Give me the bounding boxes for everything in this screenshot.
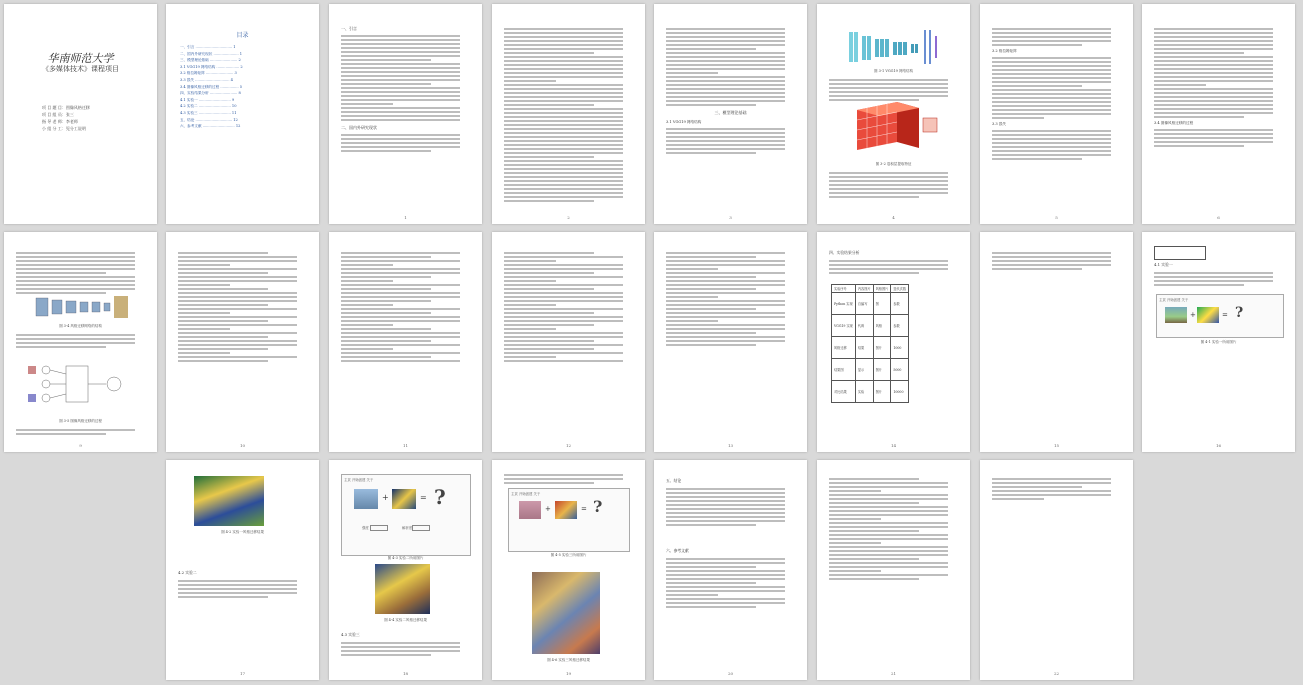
page-cover[interactable] bbox=[4, 4, 157, 224]
page-number: 14 bbox=[890, 443, 897, 448]
page-number: 5 bbox=[1055, 215, 1058, 220]
app-ui-screenshot bbox=[341, 474, 471, 556]
cover-info-line: 指 导 老 师：李老师 bbox=[42, 119, 78, 124]
table-header: 实验序号 bbox=[832, 285, 856, 293]
resolution-label: 解析度 bbox=[402, 526, 413, 530]
page-number: 22 bbox=[1053, 671, 1060, 676]
strength-input[interactable] bbox=[370, 525, 388, 531]
page-10[interactable] bbox=[166, 232, 319, 452]
page-number: 15 bbox=[1053, 443, 1060, 448]
section-heading: 二、国内外研究现状 bbox=[341, 125, 377, 130]
page-number: 2 bbox=[567, 215, 570, 220]
vgg19-diagram bbox=[847, 26, 942, 66]
table-cell: 参数 bbox=[891, 315, 909, 337]
page-9[interactable] bbox=[4, 232, 157, 452]
page-number: 21 bbox=[890, 671, 897, 676]
page-7[interactable] bbox=[980, 4, 1133, 224]
page-17[interactable] bbox=[166, 460, 319, 680]
table-cell: 图片 bbox=[873, 359, 891, 381]
app-ui-screenshot bbox=[508, 488, 630, 552]
question-icon: ? bbox=[434, 485, 446, 509]
subsection-heading: 3.3 损失 bbox=[992, 122, 1007, 126]
table-row bbox=[832, 293, 909, 315]
page-5[interactable] bbox=[654, 4, 807, 224]
page-20[interactable] bbox=[654, 460, 807, 680]
content-image bbox=[519, 501, 541, 519]
table-row bbox=[832, 315, 909, 337]
toc-item[interactable]: 4.3 实验三 ............................ 11 bbox=[180, 110, 237, 115]
content-image bbox=[1165, 307, 1187, 323]
toc-item[interactable]: 六、参考文献 ............................ 12 bbox=[180, 124, 241, 129]
table-cell: 风格迁移 bbox=[832, 337, 856, 359]
page-22[interactable] bbox=[980, 460, 1133, 680]
figure-caption: 图 3-5 图像风格迁移的过程 bbox=[59, 419, 102, 423]
cover-university: 华南师范大学 bbox=[47, 52, 114, 65]
app-ui-screenshot bbox=[1156, 294, 1284, 338]
figure-caption: 图 3-4 风格迁移网络的结构 bbox=[59, 324, 102, 328]
toc-item[interactable]: 3.4 图像风格迁移的过程 ................ 5 bbox=[180, 84, 243, 89]
style-image bbox=[555, 501, 577, 519]
page-12[interactable] bbox=[492, 232, 645, 452]
table-cell: 实验 bbox=[855, 381, 873, 403]
table-cell: 代码 bbox=[855, 315, 873, 337]
page-number: 6 bbox=[1217, 215, 1220, 220]
page-number: 13 bbox=[727, 443, 734, 448]
toc-item[interactable]: 三、模型理论基础 ........................ 2 bbox=[180, 58, 241, 63]
toc-item[interactable]: 二、国内外研究现状 ...................... 1 bbox=[180, 51, 243, 56]
toc-item[interactable]: 4.1 实验一 ............................ 9 bbox=[180, 97, 235, 102]
table-cell: 10000 bbox=[891, 381, 909, 403]
conv-feature-diagram bbox=[847, 98, 942, 158]
page-toc[interactable] bbox=[166, 4, 319, 224]
page-11[interactable] bbox=[329, 232, 482, 452]
page-15[interactable] bbox=[980, 232, 1133, 452]
table-cell: VGG19 实现 bbox=[832, 315, 856, 337]
subsection-heading: 3.1 VGG19 网络结构 bbox=[666, 120, 702, 124]
page-number: 9 bbox=[79, 443, 82, 448]
figure-caption: 图 4-4 实验二风格迁移结果 bbox=[384, 618, 427, 622]
page-4[interactable] bbox=[492, 4, 645, 224]
table-cell: 对比结果 bbox=[832, 381, 856, 403]
table-row bbox=[832, 337, 909, 359]
question-icon: ? bbox=[593, 497, 603, 516]
page-21[interactable] bbox=[817, 460, 970, 680]
figure-caption: 图 4-6 实验三风格迁移结果 bbox=[547, 658, 590, 662]
table-cell: 5000 bbox=[891, 359, 909, 381]
toc-item[interactable]: 3.1 VGG19 网络结构 .................... 2 bbox=[180, 64, 243, 69]
toc-list bbox=[180, 44, 309, 130]
page-number: 16 bbox=[1215, 443, 1222, 448]
table-header: 内容图片 bbox=[855, 285, 873, 293]
table-cell: 图片 bbox=[873, 337, 891, 359]
page-number: 19 bbox=[565, 671, 572, 676]
strength-label: 强度 bbox=[362, 526, 369, 530]
table-row bbox=[832, 381, 909, 403]
result-image bbox=[532, 572, 600, 654]
toc-item[interactable]: 一、引言 ................................ 1 bbox=[180, 45, 236, 49]
table-cell: 自编写 bbox=[855, 293, 873, 315]
table-cell: 显示 bbox=[855, 359, 873, 381]
cover-info bbox=[42, 104, 90, 132]
page-number: 1 bbox=[404, 215, 407, 220]
subsection-heading: 3.2 格拉姆矩阵 bbox=[992, 49, 1017, 53]
page-number: 12 bbox=[565, 443, 572, 448]
table-header: 迭代次数 bbox=[891, 285, 909, 293]
section-heading: 六、参考文献 bbox=[666, 548, 689, 553]
section-heading: 四、实验结果分析 bbox=[829, 250, 860, 255]
toc-item[interactable]: 4.2 实验二 ............................ 10 bbox=[180, 104, 237, 109]
transfer-process-diagram bbox=[26, 360, 136, 416]
toc-item[interactable]: 3.3 损失 .............................. 4 bbox=[180, 77, 233, 82]
table-header: 风格图片 bbox=[873, 285, 891, 293]
plus-icon: + bbox=[1190, 311, 1196, 319]
page-number: 17 bbox=[239, 671, 246, 676]
figure-caption: 图 4-3 实验二所用图片 bbox=[387, 556, 424, 560]
equals-icon: = bbox=[1222, 311, 1228, 319]
app-nav: 主页 开始创建 关于 bbox=[1159, 298, 1189, 302]
page-14[interactable] bbox=[817, 232, 970, 452]
figure-caption: 图 3-2 卷积层提取特征 bbox=[875, 162, 912, 166]
small-table bbox=[1154, 246, 1206, 260]
results-table bbox=[831, 284, 909, 403]
plus-icon: + bbox=[545, 505, 551, 513]
toc-item[interactable]: 3.2 格拉姆矩阵 ........................ 3 bbox=[180, 71, 237, 76]
page-number: 11 bbox=[402, 443, 409, 448]
table-cell: 结果 bbox=[855, 337, 873, 359]
page-number: 3 bbox=[729, 215, 732, 220]
page-8[interactable] bbox=[1142, 4, 1295, 224]
question-icon: ? bbox=[1235, 305, 1244, 321]
style-transfer-network-diagram bbox=[32, 292, 132, 322]
page-18[interactable] bbox=[329, 460, 482, 680]
equals-icon: = bbox=[420, 493, 427, 502]
page-3[interactable] bbox=[329, 4, 482, 224]
page-number: 10 bbox=[239, 443, 246, 448]
section-heading: 一、引言 bbox=[341, 26, 357, 31]
table-cell: 图片 bbox=[873, 381, 891, 403]
subsection-heading: 4.1 实验一 bbox=[1154, 262, 1173, 267]
page-6[interactable] bbox=[817, 4, 970, 224]
style-image bbox=[1197, 307, 1219, 323]
page-16[interactable] bbox=[1142, 232, 1295, 452]
table-header-row bbox=[832, 285, 909, 293]
toc-item[interactable]: 四、实验结果分析 ........................ 8 bbox=[180, 91, 241, 96]
page-13[interactable] bbox=[654, 232, 807, 452]
figure-caption: 图 4-5 实验三所用图片 bbox=[550, 553, 587, 557]
cover-info-line: 小 组 分 工：见分工说明 bbox=[42, 126, 86, 131]
page-19[interactable] bbox=[492, 460, 645, 680]
table-cell: 结果图 bbox=[832, 359, 856, 381]
resolution-input[interactable] bbox=[412, 525, 430, 531]
toc-title: 目录 bbox=[236, 32, 249, 39]
table-row bbox=[832, 359, 909, 381]
cover-info-line: 项 目 题 目：图像风格迁移 bbox=[42, 105, 90, 110]
page-number: 18 bbox=[402, 671, 409, 676]
table-cell: 图 bbox=[873, 293, 891, 315]
table-cell: 风格 bbox=[873, 315, 891, 337]
table-cell: 参数 bbox=[891, 293, 909, 315]
page-number: 20 bbox=[727, 671, 734, 676]
figure-caption: 图 4-1 实验一所用图片 bbox=[1200, 340, 1237, 344]
figure-caption: 图 4-2 实验一风格迁移结果 bbox=[221, 530, 264, 534]
content-image bbox=[354, 489, 378, 509]
section-heading: 三、模型理论基础 bbox=[714, 110, 747, 115]
table-cell: 1000 bbox=[891, 337, 909, 359]
page-number: 4 bbox=[892, 215, 895, 220]
section-heading: 五、结论 bbox=[666, 478, 682, 483]
subsection-heading: 3.4 图像风格迁移的过程 bbox=[1154, 121, 1194, 125]
cover-info-line: 项 目 组 员：张三 bbox=[42, 112, 74, 117]
cover-course: 《多媒体技术》课程项目 bbox=[42, 65, 119, 73]
app-nav: 主页 开始创建 关于 bbox=[344, 478, 374, 482]
app-nav: 主页 开始创建 关于 bbox=[511, 492, 541, 496]
table-cell: Python 实现 bbox=[832, 293, 856, 315]
equals-icon: = bbox=[581, 505, 587, 513]
result-image bbox=[194, 476, 264, 526]
subsection-heading: 4.3 实验三 bbox=[341, 632, 360, 637]
style-image bbox=[392, 489, 416, 509]
figure-caption: 图 3-1 VGG19 网络结构 bbox=[873, 69, 914, 73]
result-image bbox=[375, 564, 430, 614]
plus-icon: + bbox=[382, 493, 389, 502]
toc-item[interactable]: 五、结论 ................................ 12 bbox=[180, 117, 238, 122]
subsection-heading: 4.2 实验二 bbox=[178, 570, 197, 575]
